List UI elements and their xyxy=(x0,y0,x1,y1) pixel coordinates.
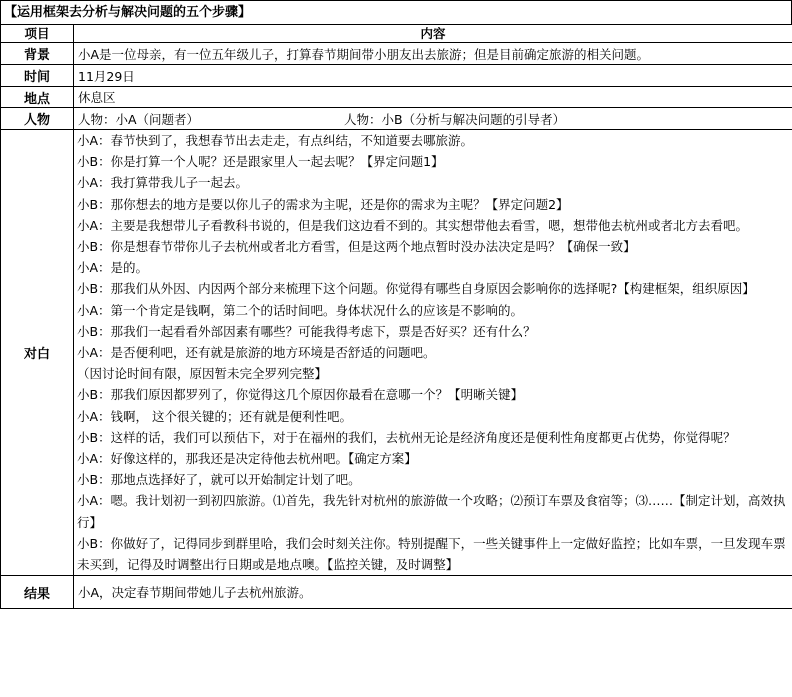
time-text: 11月29日 xyxy=(74,65,792,87)
dialog-line: 小B：那我们原因都罗列了，你觉得这几个原因你最看在意哪一个？【明晰关键】 xyxy=(77,387,524,403)
dialog-line: 小B：这样的话，我们可以预估下，对于在福州的我们，去杭州无论是经济角度还是便利性角度都更占优势，你觉得呢？ xyxy=(77,429,736,445)
people-cell xyxy=(74,108,792,130)
document-title: 【运用框架去分析与解决问题的五个步骤】 xyxy=(0,0,792,24)
dialog-line: 小B：那我们从外因、内因两个部分来梳理下这个问题。你觉得有哪些自身原因会影响你的选择呢?【构建框架，组织原因】 xyxy=(77,281,755,297)
dialog-line: 小A：是否便利吧，还有就是旅游的地方环境是否舒适的问题吧。 xyxy=(77,345,436,361)
dialog-line: 小B：你做好了，记得同步到群里哈，我们会时刻关注你。特别提醒下，一些关键事件上一定做好监控；比如车票，一旦发现车票未买到，记得及时调整出行日期或是地点噢。【监控关键，及时调整】 xyxy=(77,535,786,573)
label-people: 人物 xyxy=(1,108,74,130)
label-result: 结果 xyxy=(1,576,74,609)
label-location: 地点 xyxy=(1,87,74,108)
dialog-line: 小B：那你想去的地方是要以你儿子的需求为主呢，还是你的需求为主呢？【界定问题2】 xyxy=(77,196,569,212)
label-background: 背景 xyxy=(1,43,74,65)
dialog-line: 小A：好像这样的，那我还是决定待他去杭州吧。【确定方案】 xyxy=(77,451,417,467)
dialog-cell xyxy=(74,130,792,576)
label-dialog: 对白 xyxy=(1,130,74,576)
label-time: 时间 xyxy=(1,65,74,87)
dialog-line: 小A：嗯。我计划初一到初四旅游。⑴首先，我先针对杭州的旅游做一个攻略；⑵预订车票及食宿等；⑶……【制定计划，高效执行】 xyxy=(77,493,786,530)
background-text: 小A是一位母亲，有一位五年级儿子，打算春节期间带小朋友出去旅游；但是目前确定旅游的相关问题。 xyxy=(74,43,792,65)
person-a: 人物：小A（问题者） xyxy=(78,111,200,127)
result-text: 小A，决定春节期间带她儿子去杭州旅游。 xyxy=(74,576,792,609)
dialog-line: 小B：你是打算一个人呢？还是跟家里人一起去呢？【界定问题1】 xyxy=(77,154,444,170)
row-background xyxy=(1,43,792,65)
row-location xyxy=(1,87,792,108)
table-header-row xyxy=(1,25,792,43)
dialog-line: 小B：你是想春节带你儿子去杭州或者北方看雪，但是这两个地点暂时没办法决定是吗？【确保一致】 xyxy=(77,239,636,255)
dialog-line: 小A：我打算带我儿子一起去。 xyxy=(77,175,249,191)
row-people xyxy=(1,108,792,130)
row-time xyxy=(1,65,792,87)
dialog-line: 小A：钱啊， 这个很关键的；还有就是便利性吧。 xyxy=(77,408,353,424)
dialog-line: 小A：第一个肯定是钱啊，第二个的话时间吧。身体状况什么的应该是不影响的。 xyxy=(77,302,524,318)
dialog-line: 小B：那我们一起看看外部因素有哪些？可能我得考虑下，票是否好买？还有什么？ xyxy=(77,323,536,339)
header-item: 项目 xyxy=(1,25,74,43)
dialog-lines xyxy=(77,130,789,575)
location-text: 休息区 xyxy=(74,87,792,108)
header-content: 内容 xyxy=(74,25,792,43)
person-b: 人物：小B（分析与解决问题的引导者） xyxy=(344,111,566,127)
dialog-line: 小A：春节快到了，我想春节出去走走，有点纠结，不知道要去哪旅游。 xyxy=(77,133,474,148)
row-result xyxy=(1,576,792,609)
dialog-line: 小A：是的。 xyxy=(77,260,149,276)
row-dialog xyxy=(1,130,792,576)
steps-table xyxy=(0,24,792,609)
dialog-line: 小B：那地点选择好了，就可以开始制定计划了吧。 xyxy=(77,472,361,488)
dialog-line: 小A：主要是我想带儿子看教科书说的，但是我们这边看不到的。其实想带他去看雪，嗯，想带他去杭州或者北方去看吧。 xyxy=(77,217,749,233)
dialog-line: （因讨论时间有限，原因暂未完全罗列完整】 xyxy=(77,366,328,382)
